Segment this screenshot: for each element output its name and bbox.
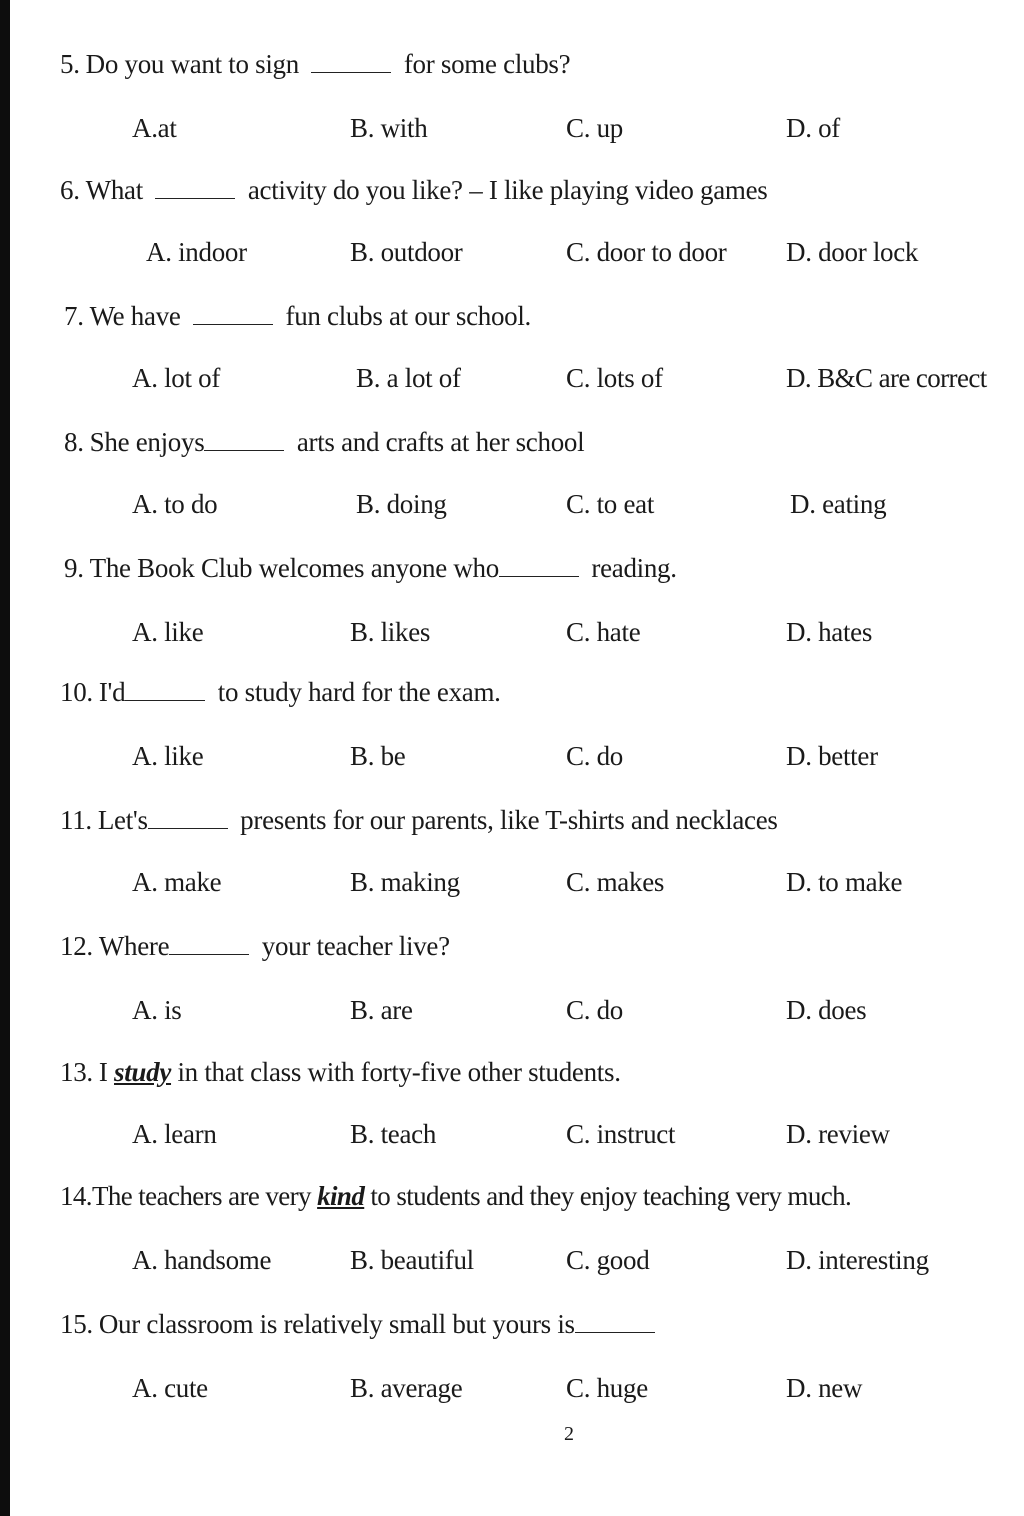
- question-text-after: reading.: [591, 553, 677, 583]
- question-11: [60, 804, 778, 836]
- option-a[interactable]: A. lot of: [132, 363, 221, 393]
- option-a[interactable]: A. handsome: [132, 1245, 272, 1275]
- answer-blank[interactable]: [311, 52, 391, 73]
- question-number: 13.: [60, 1057, 93, 1087]
- options-15: [0, 1372, 1024, 1404]
- option-a[interactable]: A. to do: [132, 489, 218, 519]
- option-d[interactable]: D. to make: [786, 867, 903, 897]
- question-6: [60, 174, 767, 206]
- option-b[interactable]: B. likes: [350, 617, 431, 647]
- option-c[interactable]: C. do: [566, 741, 624, 771]
- option-b[interactable]: B. teach: [350, 1119, 437, 1149]
- question-number: 10.: [60, 677, 93, 707]
- option-a[interactable]: A. make: [132, 867, 222, 897]
- option-b[interactable]: B. be: [350, 741, 406, 771]
- option-c[interactable]: C. hate: [566, 617, 641, 647]
- question-13: [60, 1056, 621, 1088]
- question-text-before: She enjoys: [89, 427, 205, 457]
- question-text-before: We have: [89, 301, 181, 331]
- answer-blank[interactable]: [193, 304, 273, 325]
- option-d[interactable]: D. eating: [790, 489, 887, 519]
- question-number: 8.: [64, 427, 84, 457]
- question-number: 5.: [60, 49, 80, 79]
- question-text-before: Where: [98, 931, 170, 961]
- question-text-before: The teachers are very: [91, 1181, 311, 1211]
- option-c[interactable]: C. up: [566, 113, 624, 143]
- option-c[interactable]: C. huge: [566, 1373, 648, 1403]
- option-d[interactable]: D. door lock: [786, 237, 919, 267]
- question-text-before: Our classroom is relatively small but yours is: [98, 1309, 575, 1339]
- question-10: [60, 676, 501, 708]
- option-b[interactable]: B. a lot of: [356, 363, 461, 393]
- option-d[interactable]: D. does: [786, 995, 867, 1025]
- question-12: [60, 930, 450, 962]
- question-text-before: What: [85, 175, 143, 205]
- question-number: 11.: [60, 805, 92, 835]
- option-c[interactable]: C. to eat: [566, 489, 655, 519]
- option-a[interactable]: A.at: [132, 113, 177, 143]
- options-11: [0, 866, 1024, 898]
- question-text-after: to study hard for the exam.: [217, 677, 501, 707]
- question-text-before: Do you want to sign: [85, 49, 299, 79]
- question-number: 12.: [60, 931, 93, 961]
- question-text-after: activity do you like? – I like playing video games: [247, 175, 768, 205]
- answer-blank[interactable]: [148, 808, 228, 829]
- option-b[interactable]: B. making: [350, 867, 460, 897]
- option-a[interactable]: A. indoor: [146, 237, 247, 267]
- question-number: 7.: [64, 301, 84, 331]
- question-7: [64, 300, 531, 332]
- question-text-before: The Book Club welcomes anyone who: [89, 553, 499, 583]
- question-9: [64, 552, 677, 584]
- question-text-before: I: [98, 1057, 108, 1087]
- option-b[interactable]: B. doing: [356, 489, 447, 519]
- option-a[interactable]: A. cute: [132, 1373, 208, 1403]
- question-text-after: to students and they enjoy teaching very much.: [370, 1181, 852, 1211]
- question-5: [60, 48, 570, 80]
- option-d[interactable]: D. B&C are correct: [786, 363, 987, 393]
- options-8: [0, 488, 1024, 520]
- option-c[interactable]: C. lots of: [566, 363, 663, 393]
- question-number: 6.: [60, 175, 80, 205]
- question-text-after: arts and crafts at her school: [296, 427, 585, 457]
- question-text-before: I'd: [98, 677, 126, 707]
- options-7: [0, 362, 1024, 394]
- options-12: [0, 994, 1024, 1026]
- option-d[interactable]: D. review: [786, 1119, 890, 1149]
- question-15: [60, 1308, 661, 1340]
- option-d[interactable]: D. interesting: [786, 1245, 929, 1275]
- options-9: [0, 616, 1024, 648]
- option-c[interactable]: C. good: [566, 1245, 650, 1275]
- question-number: 14.: [60, 1181, 92, 1211]
- option-a[interactable]: A. like: [132, 617, 204, 647]
- option-b[interactable]: B. average: [350, 1373, 463, 1403]
- question-text-before: Let's: [97, 805, 148, 835]
- keyword-underlined: kind: [317, 1181, 365, 1211]
- options-14: [0, 1244, 1024, 1276]
- answer-blank[interactable]: [204, 430, 284, 451]
- question-8: [64, 426, 584, 458]
- question-number: 9.: [64, 553, 84, 583]
- options-10: [0, 740, 1024, 772]
- answer-blank[interactable]: [499, 556, 579, 577]
- options-6: [0, 236, 1024, 268]
- option-c[interactable]: C. do: [566, 995, 624, 1025]
- question-text-after: for some clubs?: [403, 49, 571, 79]
- question-text-after: your teacher live?: [261, 931, 450, 961]
- answer-blank[interactable]: [125, 680, 205, 701]
- option-d[interactable]: D. of: [786, 113, 840, 143]
- keyword-underlined: study: [114, 1057, 172, 1087]
- option-a[interactable]: A. like: [132, 741, 204, 771]
- question-number: 15.: [60, 1309, 93, 1339]
- option-c[interactable]: C. makes: [566, 867, 665, 897]
- option-c[interactable]: C. instruct: [566, 1119, 676, 1149]
- option-d[interactable]: D. new: [786, 1373, 863, 1403]
- option-d[interactable]: D. hates: [786, 617, 873, 647]
- option-b[interactable]: B. beautiful: [350, 1245, 474, 1275]
- answer-blank[interactable]: [169, 934, 249, 955]
- question-text-after: fun clubs at our school.: [285, 301, 532, 331]
- option-b[interactable]: B. are: [350, 995, 413, 1025]
- question-14: [60, 1180, 851, 1212]
- answer-blank[interactable]: [155, 178, 235, 199]
- options-13: [0, 1118, 1024, 1150]
- question-text-after: in that class with forty-five other students.: [177, 1057, 621, 1087]
- answer-blank[interactable]: [575, 1312, 655, 1333]
- option-d[interactable]: D. better: [786, 741, 878, 771]
- option-b[interactable]: B. outdoor: [350, 237, 463, 267]
- question-text-after: presents for our parents, like T-shirts and necklaces: [240, 805, 778, 835]
- page-number: 2: [564, 1423, 574, 1445]
- option-a[interactable]: A. is: [132, 995, 182, 1025]
- option-b[interactable]: B. with: [350, 113, 428, 143]
- option-c[interactable]: C. door to door: [566, 237, 727, 267]
- option-a[interactable]: A. learn: [132, 1119, 217, 1149]
- options-5: [0, 112, 1024, 144]
